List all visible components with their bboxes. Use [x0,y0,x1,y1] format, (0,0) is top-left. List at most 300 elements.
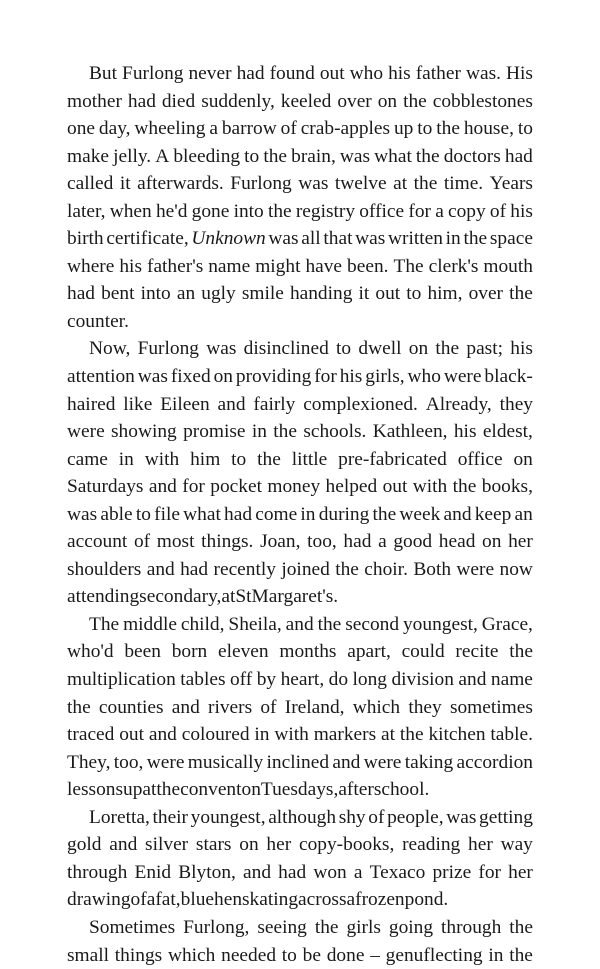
word: books, [482,473,533,501]
word: showing [111,418,177,446]
text-line [67,886,533,914]
word: Texaco [370,859,426,887]
word: stars [196,831,232,859]
word: gold [67,831,101,859]
word: in [300,501,315,529]
word: second [345,611,399,639]
word: and [109,831,137,859]
text-line [67,115,533,143]
word: have [305,253,342,281]
word: make [67,143,109,171]
word: into [141,280,171,308]
word: barrow [222,115,277,143]
word: to [518,115,533,143]
word: which [353,694,400,722]
text-line [67,253,533,281]
word: attending [67,583,139,611]
word: clerk's [429,253,479,281]
word: apart, [347,638,391,666]
word: attention [67,363,135,391]
word: on [513,446,532,474]
word: pocket [210,473,262,501]
text-line [67,638,533,666]
word: and [147,556,175,584]
word: handing [290,280,352,308]
word: a [147,886,156,914]
word: past; [466,335,503,363]
word: was [355,225,385,253]
word: convent [180,776,241,804]
word: lessons [67,776,123,804]
word: inclined [267,749,329,777]
word: her [508,528,533,556]
word: the [435,335,459,363]
word: ugly [201,280,235,308]
word: kitchen [428,721,485,749]
word: copy [448,198,486,226]
word: of [368,804,384,832]
word: Saturdays [67,473,143,501]
word: which [168,942,215,969]
word: his [119,253,142,281]
text-line [67,694,533,722]
word: won [313,859,346,887]
word: on [242,776,261,804]
word: jelly. [113,143,151,171]
word: Tuesdays, [261,776,338,804]
word: Already, [426,391,492,419]
word: getting [479,804,533,832]
word: was [206,335,236,363]
word: Sometimes [89,914,175,942]
word: keep [475,501,512,529]
word: months [279,638,336,666]
word: was [446,804,476,832]
word: Sheila, [228,611,281,639]
word: school. [374,776,429,804]
word: middle [123,611,177,639]
word: choir. [364,556,408,584]
text-line [67,225,533,253]
text-column [67,60,533,969]
word: to [336,335,351,363]
word: the [416,143,440,171]
word: things. [201,528,253,556]
word: bent [101,280,134,308]
text-line [67,528,533,556]
word: it [359,280,370,308]
word: division [391,666,454,694]
word: little [292,446,328,474]
word: had [343,528,371,556]
word: never [188,60,231,88]
word: copy-books, [299,831,394,859]
text-line [67,198,533,226]
word: the [263,143,287,171]
word: who'd [67,638,114,666]
word: the [67,694,91,722]
word: Now, [89,335,130,363]
text-line [67,446,533,474]
word: musically [188,749,263,777]
word: pre-fabricated [338,446,447,474]
word: the [318,611,342,639]
word: and [444,501,472,529]
word: twelve [335,170,387,198]
word: head [439,528,476,556]
word: and [286,611,314,639]
word: dwell [358,335,401,363]
word: the [453,473,477,501]
word: shy [339,804,366,832]
word: the [273,418,297,446]
word: bleeding [173,143,240,171]
word: out [383,473,408,501]
word: to [417,115,432,143]
word: suddenly, [201,88,275,116]
word: on [482,528,501,556]
word: and [243,859,271,887]
word: had [505,143,533,171]
word: office [359,198,404,226]
word: the [509,942,533,969]
emphasis-word: Unknown [191,225,265,253]
word: a [354,859,363,887]
text-line [67,804,533,832]
word: had [224,501,252,529]
word: died [162,88,195,116]
word: black- [484,363,532,391]
word: with [145,446,179,474]
word: the [509,914,533,942]
word: eldest, [483,418,533,446]
word: account [67,528,127,556]
word: child, [181,611,225,639]
word: good [393,528,432,556]
word: on [214,363,233,391]
word: small [67,942,109,969]
word: seeing [257,914,307,942]
word: file [154,501,180,529]
word: was [298,170,328,198]
word: with [274,721,308,749]
word: Years [490,170,533,198]
word: to [244,143,259,171]
word: him, [427,280,462,308]
word: name [208,253,250,281]
text-line [67,143,533,171]
word: his [510,198,533,226]
word: a [209,115,218,143]
word: although [268,804,336,832]
word: his [510,335,533,363]
word: what [183,501,221,529]
word: disinclined [244,335,329,363]
word: of [134,528,150,556]
word: off [230,666,252,694]
word: Loretta, [89,804,150,832]
word: hen [214,886,242,914]
word: who [350,60,383,88]
word: father [416,60,461,88]
word: could [402,638,445,666]
word: rivers [208,694,252,722]
word: week [399,501,440,529]
word: were [67,418,105,446]
word: and [172,694,200,722]
word: that [323,225,352,253]
word: the [436,115,460,143]
text-line [67,280,533,308]
word: long [353,666,387,694]
word: things [115,942,162,969]
word: during [319,501,370,529]
word: the [403,88,427,116]
word: had [180,556,208,584]
word: Grace, [482,611,533,639]
word: most [157,528,195,556]
word: one [67,115,95,143]
word: at [142,776,156,804]
word: do [329,666,348,694]
word: accordion [457,749,533,777]
word: the [257,446,281,474]
word: eleven [218,638,269,666]
word: girls, [365,363,404,391]
word: was [340,143,370,171]
text-line [67,666,533,694]
word: be [303,942,321,969]
word: heart, [281,666,325,694]
word: and [458,666,486,694]
text-line [67,611,533,639]
word: over [469,280,503,308]
word: recite [455,638,498,666]
word: fairly [253,391,295,419]
word: frozen [355,886,405,914]
word: written [388,225,443,253]
word: reading [402,831,460,859]
word: out [320,60,345,88]
word: wheeling [134,115,205,143]
word: keeled [281,88,332,116]
word: registry [296,198,355,226]
word: for [182,473,205,501]
text-line [67,501,533,529]
word: Furlong, [183,914,249,942]
word: were [444,363,482,391]
text-line [67,170,533,198]
word: done [327,942,365,969]
word: out [375,280,400,308]
word: people, [387,804,444,832]
word: going [389,914,433,942]
word: needed [221,942,276,969]
word: in [488,942,503,969]
word: through [441,914,501,942]
word: They, [67,749,110,777]
word: were [456,556,494,584]
word: traced [67,721,114,749]
word: was [67,501,97,529]
word: her [266,831,291,859]
word: was [268,225,298,253]
word: at [381,721,395,749]
word: afterwards. [137,170,224,198]
text-line [67,308,533,336]
word: across [298,886,346,914]
text-line [67,418,533,446]
word: who [408,363,441,391]
word: Enid [134,859,171,887]
word: the [463,225,487,253]
word: silver [145,831,188,859]
word: it [120,170,131,198]
word: to [406,280,421,308]
word: found [270,60,315,88]
text-line [67,831,533,859]
word: might [255,253,300,281]
word: Eileen [160,391,210,419]
word: schools. [303,418,366,446]
word: day, [99,115,131,143]
word: over [337,88,371,116]
text-line [67,859,533,887]
word: and [149,721,177,749]
word: of [131,886,147,914]
word: coloured [182,721,250,749]
word: in [446,225,461,253]
word: joined [281,556,329,584]
text-line [67,776,533,804]
word: out [119,721,144,749]
text-line [67,556,533,584]
word: the [414,170,438,198]
word: A [155,143,169,171]
word: But [89,60,117,88]
text-line [67,942,533,969]
word: The [89,611,119,639]
text-line [67,721,533,749]
word: where [67,253,114,281]
word: the [509,638,533,666]
word: for [314,363,337,391]
word: cobblestones [433,88,533,116]
word: was. [466,60,501,88]
word: haired [67,391,115,419]
word: mouth [483,253,533,281]
word: – [370,942,380,969]
word: too, [114,749,144,777]
word: fat, [155,886,180,914]
word: able [100,501,132,529]
word: been. [347,253,388,281]
word: counties [99,694,164,722]
word: to [231,446,246,474]
word: to [136,501,151,529]
word: Furlong [122,60,183,88]
text-line [67,583,533,611]
word: Furlong [138,335,199,363]
word: mother [67,88,122,116]
word: father's [147,253,203,281]
word: shoulders [67,556,141,584]
word: girls [346,914,380,942]
word: in [119,446,134,474]
word: by [257,666,276,694]
word: on [409,335,428,363]
word: of [281,115,297,143]
word: markers [314,721,376,749]
word: the [373,501,397,529]
word: their [152,804,188,832]
word: like [123,391,152,419]
word: St [235,583,251,611]
word: come [255,501,297,529]
word: now [500,556,533,584]
word: multiplication [67,666,176,694]
word: doctors [444,143,501,171]
word: of [260,694,276,722]
word: into [234,198,264,226]
word: called [67,170,113,198]
word: counter. [67,308,129,336]
word: certificate, [106,225,188,253]
word: taking [405,749,453,777]
paragraph [67,914,533,969]
word: been [124,638,161,666]
word: his [454,418,477,446]
word: way [501,831,533,859]
word: the [400,721,424,749]
word: born [172,638,208,666]
word: were [364,749,402,777]
word: a [347,886,356,914]
word: space [490,225,533,253]
word: he'd [156,198,188,226]
text-line [67,749,533,777]
word: the [335,556,359,584]
word: the [156,776,180,804]
word: up [123,776,142,804]
text-line [67,914,533,942]
word: later, [67,198,106,226]
word: His [506,60,533,88]
word: tables [180,666,225,694]
word: at [221,583,235,611]
word: Blyton, [178,859,236,887]
word: his [340,363,363,391]
word: in [252,418,267,446]
word: and [332,749,360,777]
word: with [413,473,447,501]
word: brain, [291,143,336,171]
word: The [393,253,423,281]
word: and [149,473,177,501]
word: they [500,391,533,419]
word: him [190,446,220,474]
word: complexioned. [303,391,418,419]
word: up [394,115,413,143]
word: all [301,225,320,253]
word: had [128,88,156,116]
word: Ireland, [285,694,345,722]
word: for [408,198,431,226]
word: in [254,721,269,749]
text-line [67,363,533,391]
word: had [237,60,265,88]
text-line [67,88,533,116]
